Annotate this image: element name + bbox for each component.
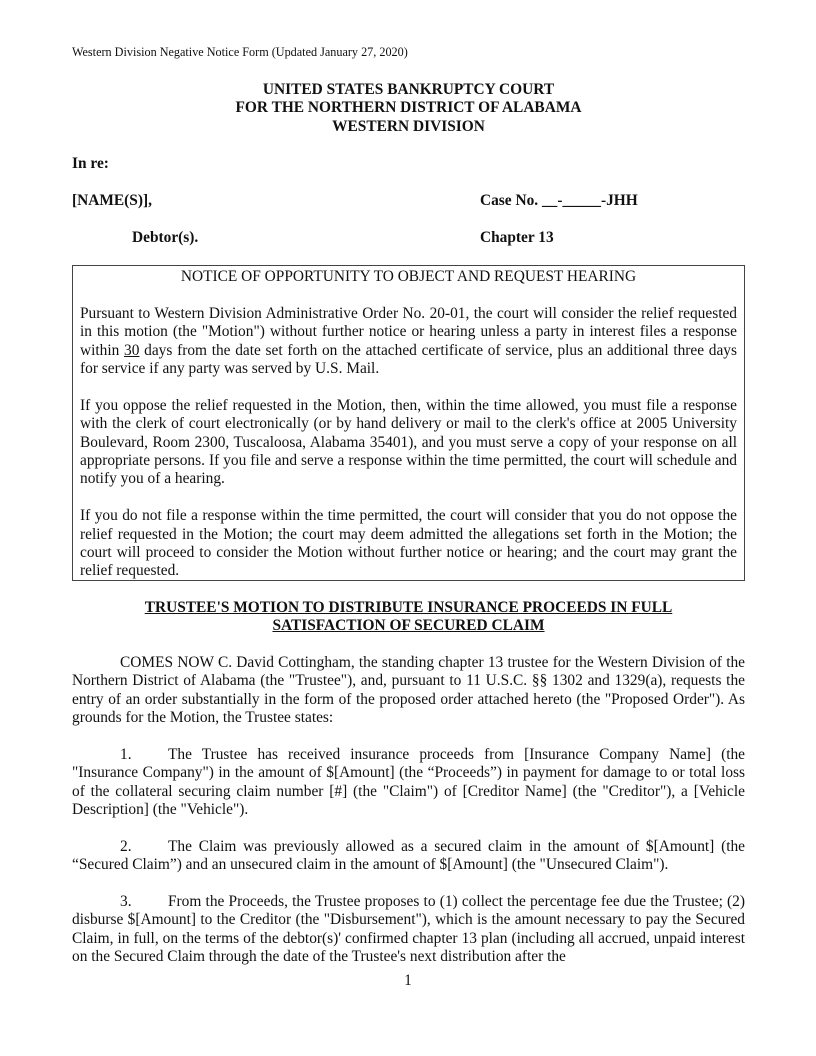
notice-p1-text: Pursuant to Western Division Administrative Order No. 20-01, the court will consider the relief requested in this motion (the "Motion") without further notice or hearing unless a party in interest files a response within xyxy=(80,304,737,359)
motion-title xyxy=(72,599,745,636)
notice-title: NOTICE OF OPPORTUNITY TO OBJECT AND REQUEST HEARING xyxy=(180,268,637,285)
court-name xyxy=(72,81,745,136)
form-header-note: Western Division Negative Notice Form (Updated January 27, 2020) xyxy=(72,45,408,59)
notice-paragraph-2: If you oppose the relief requested in the Motion, then, within the time allowed, you must file a response with the clerk of court electronically (or by hand delivery or mail to the clerk's office at 2005 University Boulevard, Room 2300, Tuscaloosa, Alabama 35401), and you must serve a copy of your response on all appropriate persons. If you file and serve a response within the time permitted, the court will schedule and notify you of a hearing. xyxy=(80,396,737,488)
notice-paragraph-3: If you do not file a response within the time permitted, the court will consider that you do not oppose the relief requested in the Motion; the court may deem admitted the allegations set forth in the Motion; the court will proceed to consider the Motion without further notice or hearing; and the court may grant the relief requested. xyxy=(80,507,737,580)
case-number: Case No. __-_____-JHH xyxy=(480,192,638,209)
court-line-3: WESTERN DIVISION xyxy=(332,117,485,135)
notice-p1-text-end: days from the date set forth on the attached certificate of service, plus an additional three days for service if any party was served by U.S. Mail. xyxy=(80,341,737,378)
item-number: 3. xyxy=(120,893,132,910)
item-text: The Claim was previously allowed as a secured claim in the amount of $[Amount] (the “Secured Claim”) and an unsecured claim in the amount of $[Amount] (the "Unsecured Claim"). xyxy=(72,838,745,874)
item-text: The Trustee has received insurance proceeds from [Insurance Company Name] (the "Insurance Company") in the amount of $[Amount] (the “Proceeds”) in payment for damage to or total loss of the collateral securing claim number [#] (the "Claim") of [Creditor Name] (the "Creditor"), a [Vehicle Description] (the "Vehicle"). xyxy=(72,746,745,819)
item-number: 2. xyxy=(120,838,132,855)
motion-title-line-1: TRUSTEE'S MOTION TO DISTRIBUTE INSURANCE PROCEEDS IN FULL xyxy=(144,599,673,616)
motion-item-2 xyxy=(72,838,745,875)
response-days: 30 xyxy=(124,341,140,359)
notice-box xyxy=(72,265,745,581)
motion-intro: COMES NOW C. David Cottingham, the standing chapter 13 trustee for the Western Division of the Northern District of Alabama (the "Trustee"), and, pursuant to 11 U.S.C. §§ 1302 and 1329(a), requests the entry of an order substantially in the form of the proposed order attached hereto (the "Proposed Order"). As grounds for the Motion, the Trustee states: xyxy=(72,654,745,727)
in-re-label: In re: xyxy=(72,155,109,172)
motion-title-line-2: SATISFACTION OF SECURED CLAIM xyxy=(272,617,545,635)
chapter-label: Chapter 13 xyxy=(480,229,554,246)
court-line-1: UNITED STATES BANKRUPTCY COURT xyxy=(262,81,555,98)
page-number: 1 xyxy=(404,972,412,989)
item-number: 1. xyxy=(120,746,132,763)
debtors-label: Debtor(s). xyxy=(132,229,199,246)
motion-item-1 xyxy=(72,746,745,820)
debtor-names: [NAME(S)], xyxy=(72,192,152,209)
motion-item-3 xyxy=(72,893,745,967)
notice-paragraph-1 xyxy=(80,305,737,379)
court-line-2: FOR THE NORTHERN DISTRICT OF ALABAMA xyxy=(235,99,582,117)
item-text: From the Proceeds, the Trustee proposes to (1) collect the percentage fee due the Trustee; (2) disburse $[Amount] to the Creditor (the "Disbursement"), which is the amount necessary to pay the Secured Claim, in full, on the terms of the debtor(s)' confirmed chapter 13 plan (including all accrued, unpaid interest on the Secured Claim through the date of the Trustee's next distribution after the xyxy=(72,893,745,966)
